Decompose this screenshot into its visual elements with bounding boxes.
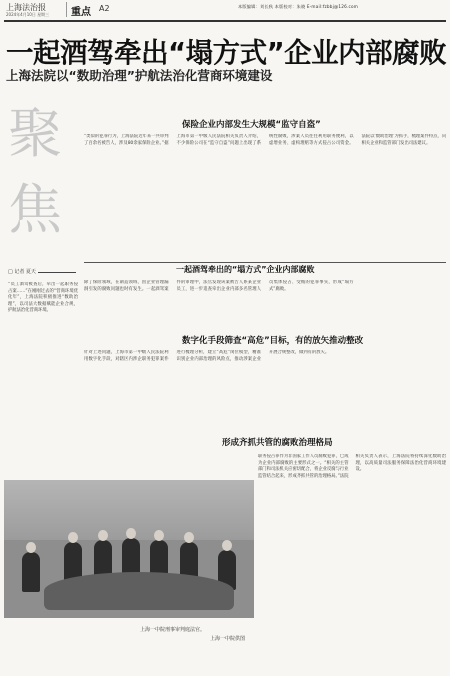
sub-headline: 上海法院以“数助治理”护航法治化营商环境建设 — [6, 68, 273, 83]
paper-date: 2024年4月10日 星期三 — [6, 12, 50, 17]
main-headline: 一起酒驾牵出“塌方式”企业内部腐败 — [6, 37, 447, 69]
editor-tag: □ 记者 夏天 — [8, 269, 36, 275]
masthead — [0, 0, 450, 22]
page-number: A2 — [99, 4, 110, 13]
page-section: 重点 — [71, 7, 91, 18]
section-text: 职务侵占罪作为非国家工作人员腐败犯罪，已成为企业内部腐败的主要形式之一。“相关的主管部门和司法机关应密切配合，将企业反腐与行业监管结合起来，形成齐抓共管的治理格局。”法院相关负责人表示，上海法院将持续深化数助治理，以高质量司法服务保障法治化营商环境建设。 — [258, 454, 446, 479]
section-heading: 一起酒驾牵出的“塌方式”企业内部腐败 — [176, 265, 315, 274]
calligraphy-char: 焦 — [8, 178, 62, 241]
section-heading: 形成齐抓共管的腐败治理格局 — [222, 438, 333, 448]
section-heading: 保险企业内部发生大规模“监守自盗” — [182, 120, 321, 130]
section-text: 除了保险领域，在制造领域、因企业管理漏洞引发的腐败问题也时有发生。一起酒驾案件的审理中，法官发现该案被告人系某企业员工，进一步追查牵出企业内部多名管理人员集体侵占、受贿的犯罪事实，形成“塌方式”腐败。 — [84, 280, 354, 292]
editor-info: 本版编辑：刘长秋 本版校对：朱晓 E-mail:fzbbj@126.com — [238, 4, 359, 9]
paper-name: 上海法治报 — [6, 3, 46, 12]
section-text: “类似的犯罪行为，上海法院近年来一共审判了百余名被告人，涉及80余家保险企业。”据上海市第一中级人民法院相关负责人介绍，不少保险公司在“监守自盗”问题上出现了系统性腐败，涉案人员往往利用职务便利，以虚增业务、虚构理赔等方式侵占公司资金。法院以‘数助治理’为抓手，梳理案件特点，向相关企业和监管部门发出司法建议。 — [84, 134, 446, 146]
focus-calligraphy — [8, 96, 78, 266]
section-rule — [84, 262, 446, 263]
page-label — [66, 2, 114, 17]
intro-text: “员工酒驾被查后，牵出一起职务侵占案……”在刚刚过去的“营商环境优化年”，上海法院积极推进“数助治理”，以司法大数据赋能企业合规，护航法治化营商环境。 — [8, 282, 78, 313]
section-heading: 数字化手段筛查“高危”目标，有的放矢推动整改 — [182, 336, 364, 346]
photo-caption: 上海一中院刑事审判庭法官。 — [140, 627, 206, 633]
photo-credit: 上海一中院供图 — [210, 636, 246, 642]
calligraphy-char: 聚 — [8, 102, 62, 165]
judges-photo — [4, 480, 254, 618]
section-text: 针对上述问题，上海市第一中级人民法院利用数字化手段，对辖区内涉企职务犯罪案件进行梳理分析，建立“高危”岗位模型，精准识别企业内部治理的风险点，推动涉案企业开展合规整改，做到有的放矢。 — [84, 350, 330, 362]
masthead-rule — [4, 20, 446, 22]
